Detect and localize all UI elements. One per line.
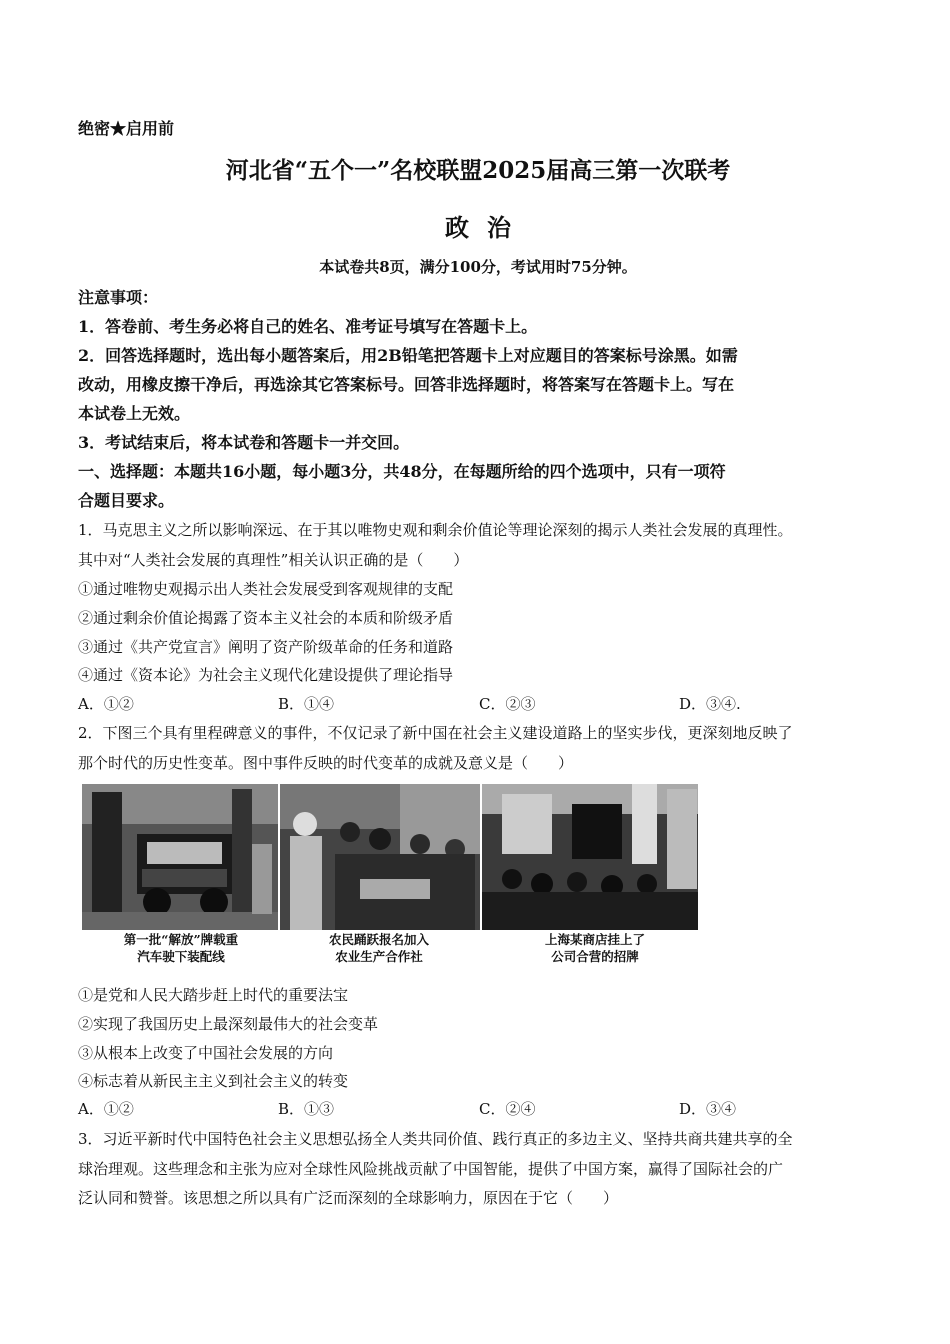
q3-stem: 球治理观。这些理念和主张为应对全球性风险挑战贡献了中国智能，提供了中国方案，赢得了国际社会的广	[78, 1160, 784, 1178]
caption-farmers: 农民踊跃报名加入 农业生产合作社	[328, 932, 429, 964]
q1-option-d[interactable]: D．③④.	[679, 695, 741, 713]
section-heading: 合题目要求。	[78, 491, 175, 510]
caption-truck: 第一批“解放”牌载重 汽车驶下装配线	[123, 932, 239, 964]
q1-stem: 其中对“人类社会发展的真理性”相关认识正确的是（ ）	[78, 551, 469, 569]
q1-options	[78, 690, 878, 719]
section-heading: 一、选择题：本题共16小题，每小题3分，共48分，在每题所给的四个选项中，只有一项符	[78, 462, 726, 481]
q2-stem: 2．下图三个具有里程碑意义的事件，不仅记录了新中国在社会主义建设道路上的坚实步伐，更深刻地反映了	[78, 724, 793, 742]
notes-heading: 注意事项：	[78, 288, 159, 307]
photo-farmers	[280, 784, 480, 930]
note-item: 2．回答选择题时，选出每小题答案后，用2B铅笔把答题卡上对应题目的答案标号涂黑。如需	[78, 346, 738, 365]
q1-item: ①通过唯物史观揭示出人类社会发展受到客观规律的支配	[78, 580, 454, 598]
q2-stem: 那个时代的历史性变革。图中事件反映的时代变革的成就及意义是（ ）	[78, 754, 574, 772]
note-item: 1．答卷前、考生务必将自己的姓名、准考证号填写在答题卡上。	[78, 317, 538, 336]
q2-option-d[interactable]: D．③④	[679, 1100, 737, 1118]
q1-option-c[interactable]: C．②③	[479, 695, 536, 713]
exam-info: 本试卷共8页，满分100分，考试用时75分钟。	[319, 258, 637, 276]
q1-option-a[interactable]: A．①②	[78, 695, 134, 713]
q1-item: ②通过剩余价值论揭露了资本主义社会的本质和阶级矛盾	[78, 609, 454, 627]
q3-stem: 3．习近平新时代中国特色社会主义思想弘扬全人类共同价值、践行真正的多边主义、坚持共商共建共享的全	[78, 1130, 793, 1148]
q2-item: ④标志着从新民主主义到社会主义的转变	[78, 1072, 349, 1090]
subject-title: 政治	[445, 213, 529, 242]
q2-option-b[interactable]: B．①③	[278, 1100, 335, 1118]
q2-item: ③从根本上改变了中国社会发展的方向	[78, 1044, 334, 1062]
q2-options	[78, 1095, 878, 1124]
q3-stem: 泛认同和赞誉。该思想之所以具有广泛而深刻的全球影响力，原因在于它（ ）	[78, 1189, 619, 1207]
q2-item: ①是党和人民大踏步赶上时代的重要法宝	[78, 986, 349, 1004]
note-item: 3．考试结束后，将本试卷和答题卡一并交回。	[78, 433, 410, 452]
secret-label: 绝密★启用前	[78, 119, 175, 138]
q2-option-a[interactable]: A．①②	[78, 1100, 134, 1118]
photo-truck	[82, 784, 278, 930]
q2-option-c[interactable]: C．②④	[479, 1100, 536, 1118]
q1-item: ④通过《资本论》为社会主义现代化建设提供了理论指导	[78, 666, 454, 684]
note-item: 改动，用橡皮擦干净后，再选涂其它答案标号。回答非选择题时，将答案写在答题卡上。写在	[78, 375, 735, 394]
exam-title: 河北省“五个一”名校联盟2025届高三第一次联考	[225, 157, 731, 184]
q2-item: ②实现了我国历史上最深刻最伟大的社会变革	[78, 1015, 379, 1033]
q1-option-b[interactable]: B．①④	[278, 695, 335, 713]
note-item: 本试卷上无效。	[78, 404, 191, 423]
photo-shop	[482, 784, 698, 930]
historical-photos	[82, 784, 698, 930]
caption-shop: 上海某商店挂上了 公司合营的招牌	[544, 932, 645, 964]
q1-stem: 1．马克思主义之所以影响深远、在于其以唯物史观和剩余价值论等理论深刻的揭示人类社会发展的真理性。	[78, 521, 793, 539]
q1-item: ③通过《共产党宣言》阐明了资产阶级革命的任务和道路	[78, 638, 454, 656]
